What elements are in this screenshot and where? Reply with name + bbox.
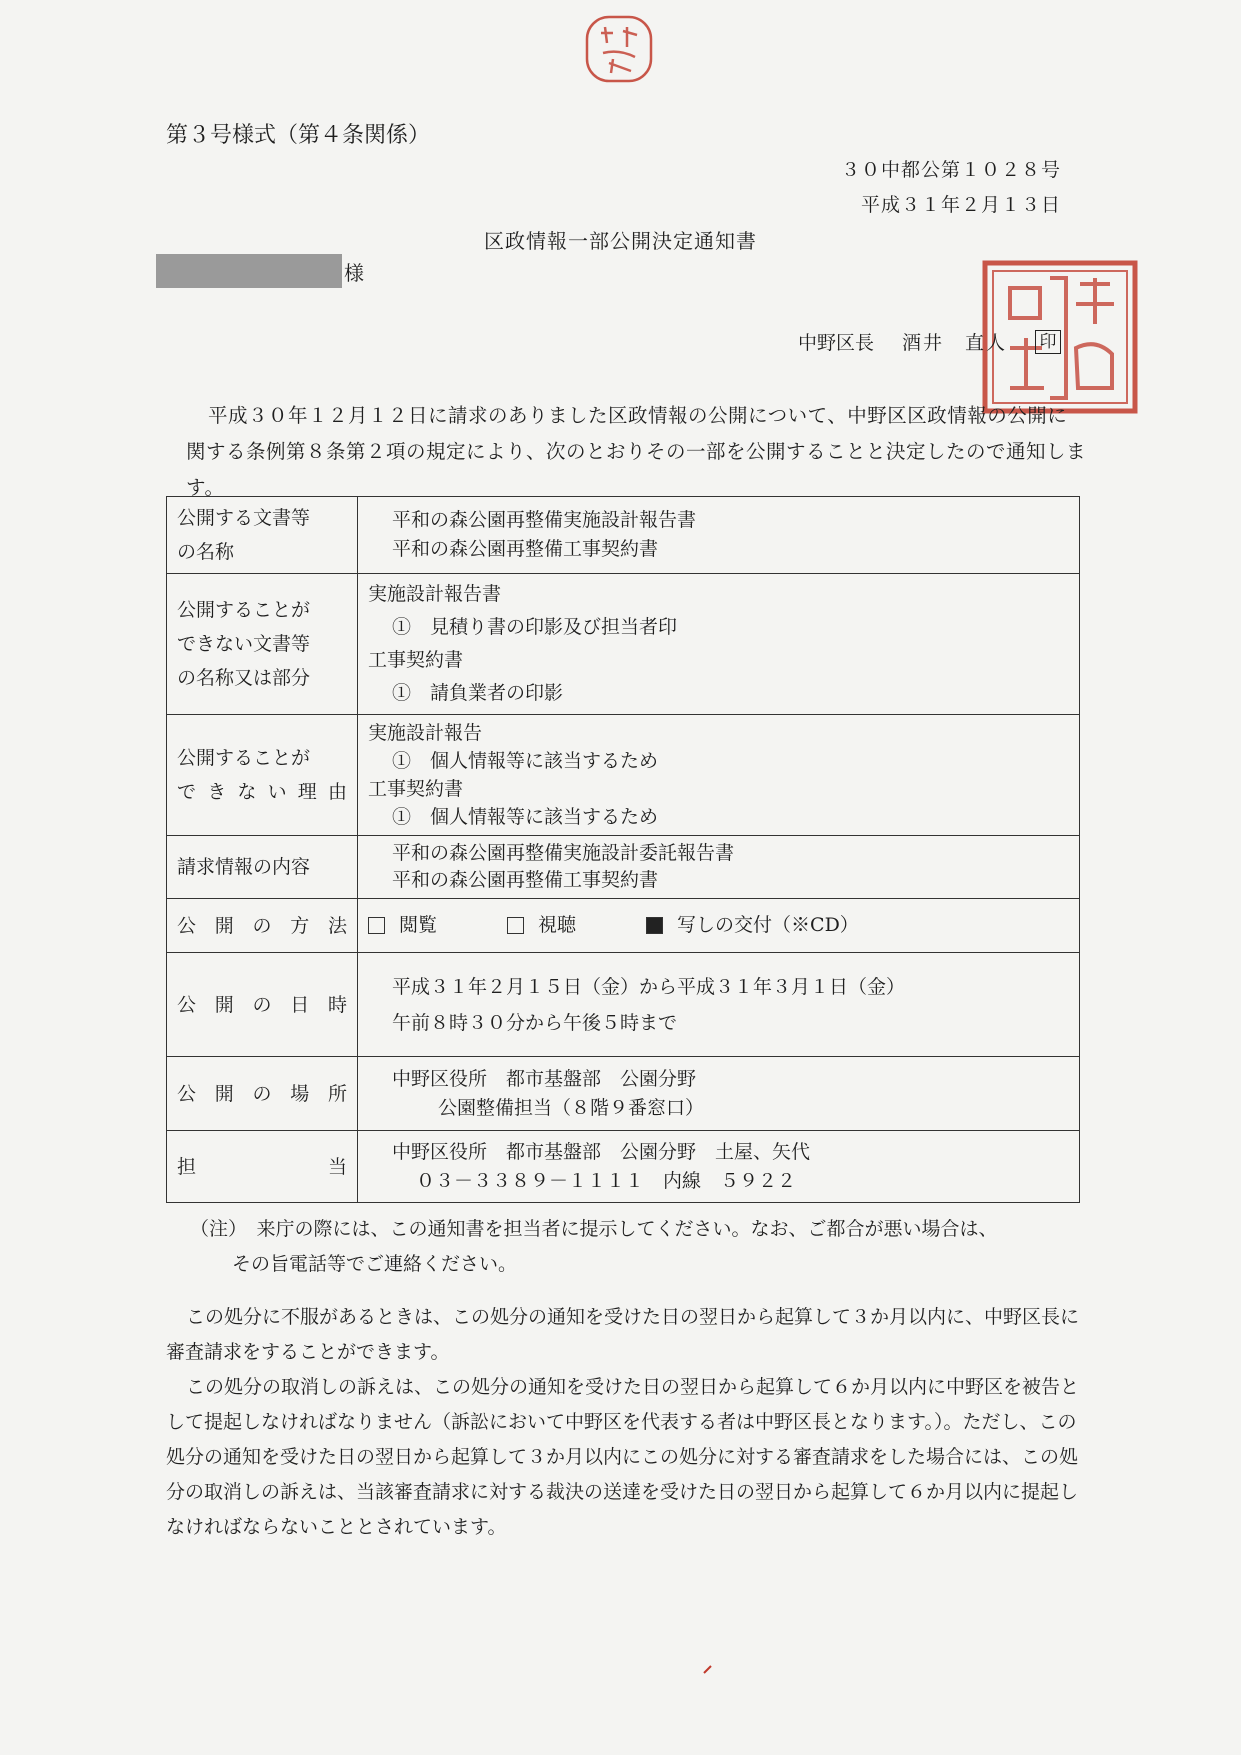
form-label: 第３号様式（第４条関係） — [166, 123, 431, 148]
table-row-reason — [167, 715, 1080, 836]
issuer-title: 中野区長 — [797, 332, 874, 354]
intro-text: 平成３０年１２月１２日に請求のありました区政情報の公開について、中野区区政情報の公開に関する条例第８条第２項の規定により、次のとおりその一部を公開することと決定したので通知します。 — [186, 404, 1087, 499]
row-value — [358, 899, 1080, 953]
note-line-2: その旨電話等でご連絡ください。 — [232, 1253, 518, 1275]
row-label: 担 当 — [167, 1131, 358, 1203]
table-row-document-name — [167, 497, 1080, 574]
stray-ink-mark — [703, 1664, 713, 1674]
row-label: 請求情報の内容 — [167, 836, 358, 899]
option-view-label: 閲覧 — [399, 914, 438, 936]
row-value: 実施設計報告 ① 個人情報等に該当するため 工事契約書 ① 個人情報等に該当するため — [358, 715, 1080, 836]
appeal-paragraph-1: この処分に不服があるときは、この処分の通知を受けた日の翌日から起算して３か月以内に、中野区長に審査請求をすることができます。 — [166, 1306, 1080, 1363]
intro-paragraph — [186, 398, 1086, 506]
row-value: 平成３１年２月１５日（金）から平成３１年３月１日（金） 午前８時３０分から午後５時まで — [358, 953, 1080, 1057]
approval-seal-stamp — [583, 13, 655, 85]
redacted-recipient-name — [156, 254, 342, 288]
issuer — [798, 328, 1061, 355]
option-copy-label: 写しの交付（※CD） — [677, 914, 859, 936]
table-row-contact — [167, 1131, 1080, 1203]
document-number: ３０中都公第１０２８号 — [840, 159, 1061, 181]
table-row-method — [167, 899, 1080, 953]
issuer-name: 酒井 直人 — [901, 332, 1007, 354]
row-label: 公開の方法 — [167, 899, 358, 953]
document-date: 平成３１年２月１３日 — [860, 194, 1061, 216]
table-row-undisclosed-parts — [167, 574, 1080, 715]
checkbox-listen — [507, 917, 524, 934]
row-value: 平和の森公園再整備実施設計報告書 平和の森公園再整備工事契約書 — [358, 497, 1080, 574]
checkbox-copy — [646, 917, 663, 934]
row-label: 公開の日時 — [167, 953, 358, 1057]
table-row-place — [167, 1057, 1080, 1131]
table-row-request-content — [167, 836, 1080, 899]
issuer-seal-mark: 印 — [1035, 330, 1061, 354]
appeal-paragraph-2: この処分の取消しの訴えは、この処分の通知を受けた日の翌日から起算して６か月以内に中野区を被告として提起しなければなりません（訴訟において中野区を代表する者は中野区長となります。）。ただし、この処分の通知を受けた日の翌日から起算して３か月以内にこの処分に対する審査請求をした場合には、この処分の取消しの訴えは、当該審査請求に対する裁決の送達を受けた日の翌日から起算して６か月以内に提起しなければならないこととされています。 — [166, 1376, 1080, 1538]
note-line-1: （注） 来庁の際には、この通知書を担当者に提示してください。なお、ご都合が悪い場合は、 — [190, 1218, 998, 1240]
table-row-datetime — [167, 953, 1080, 1057]
row-label: 公開することが できない理由 — [167, 715, 358, 836]
row-value: 中野区役所 都市基盤部 公園分野 土屋、矢代 ０３－３３８９－１１１１ 内線 ５９２２ — [358, 1131, 1080, 1203]
checkbox-view — [368, 917, 385, 934]
recipient — [156, 254, 364, 288]
row-label: 公開することが できない文書等 の名称又は部分 — [167, 574, 358, 715]
row-value: 実施設計報告書 ① 見積り書の印影及び担当者印 工事契約書 ① 請負業者の印影 — [358, 574, 1080, 715]
method-options — [368, 911, 1069, 940]
disclosure-table — [166, 496, 1080, 1203]
row-value: 中野区役所 都市基盤部 公園分野 公園整備担当（８階９番窓口） — [358, 1057, 1080, 1131]
row-label: 公開する文書等 の名称 — [167, 497, 358, 574]
recipient-suffix: 様 — [344, 260, 364, 285]
document-title: 区政情報一部公開決定通知書 — [484, 229, 757, 253]
note — [190, 1212, 1090, 1282]
row-label: 公開の場所 — [167, 1057, 358, 1131]
option-listen-label: 視聴 — [538, 914, 577, 936]
row-value: 平和の森公園再整備実施設計委託報告書 平和の森公園再整備工事契約書 — [358, 836, 1080, 899]
appeal-notice — [166, 1300, 1080, 1545]
